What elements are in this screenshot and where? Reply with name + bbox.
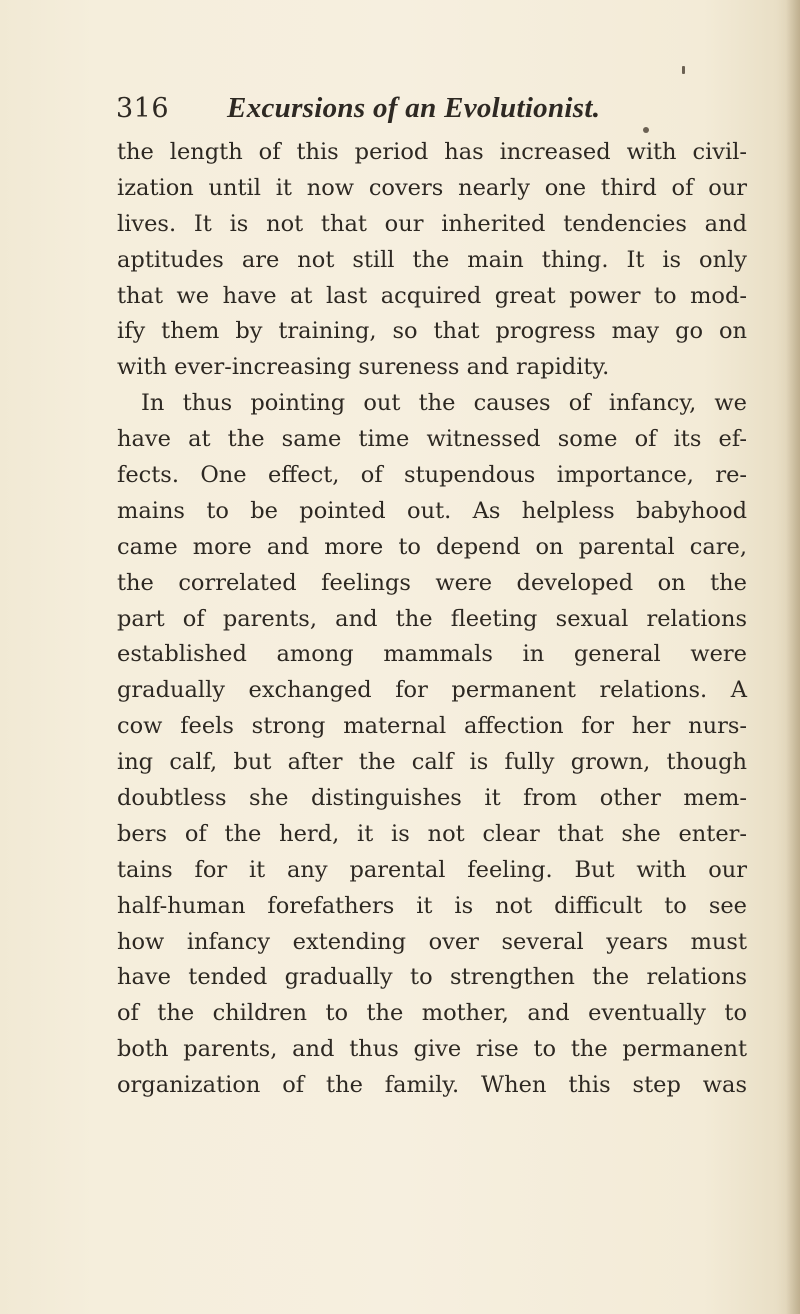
text-line: how infancy extending over several years must — [117, 928, 747, 955]
text-line: have tended gradually to strengthen the relations — [117, 964, 747, 991]
paragraph-1 — [117, 135, 747, 386]
text-line: came more and more to depend on parental care, — [117, 533, 747, 560]
text-line: ization until it now covers nearly one third of our — [117, 174, 747, 201]
text-line: In thus pointing out the causes of infancy, we — [141, 390, 747, 417]
text-line: tains for it any parental feeling. But with our — [117, 856, 747, 883]
text-line: the correlated feelings were developed on the — [117, 569, 747, 596]
page-edge-shadow — [786, 0, 800, 1314]
running-title: Excursions of an Evolutionist. — [227, 92, 601, 124]
text-line: bers of the herd, it is not clear that she enter- — [117, 820, 747, 847]
text-line: cow feels strong maternal affection for her nurs- — [117, 713, 747, 740]
text-line: half-human forefathers it is not difficult to see — [117, 892, 747, 919]
text-line: both parents, and thus give rise to the permanent — [117, 1036, 747, 1063]
page-number: 316 — [116, 93, 170, 124]
text-line: gradually exchanged for permanent relations. A — [117, 677, 747, 704]
text-line: organization of the family. When this step was — [117, 1072, 747, 1099]
printer-dot — [643, 127, 649, 133]
text-line: ing calf, but after the calf is fully grown, though — [117, 749, 747, 776]
text-line: of the children to the mother, and eventually to — [117, 1000, 747, 1027]
text-line: the length of this period has increased with civil- — [117, 139, 747, 165]
printer-mark — [682, 66, 685, 74]
page-header — [116, 92, 736, 132]
paragraph-2 — [117, 386, 747, 1104]
text-line: that we have at last acquired great power to mod- — [117, 282, 747, 309]
text-line: with ever-increasing sureness and rapidity. — [117, 354, 610, 381]
text-line: fects. One effect, of stupendous importance, re- — [117, 462, 747, 489]
text-line: ify them by training, so that progress may go on — [117, 318, 747, 345]
text-line: part of parents, and the fleeting sexual relations — [117, 605, 747, 632]
text-line: mains to be pointed out. As helpless babyhood — [117, 497, 747, 524]
text-line: established among mammals in general were — [117, 641, 747, 668]
text-line: doubtless she distinguishes it from other mem- — [117, 785, 747, 812]
body-text — [117, 135, 747, 1104]
text-line: aptitudes are not still the main thing. It is only — [117, 246, 747, 273]
text-line: have at the same time witnessed some of its ef- — [117, 426, 747, 453]
text-line: lives. It is not that our inherited tendencies and — [117, 210, 747, 237]
